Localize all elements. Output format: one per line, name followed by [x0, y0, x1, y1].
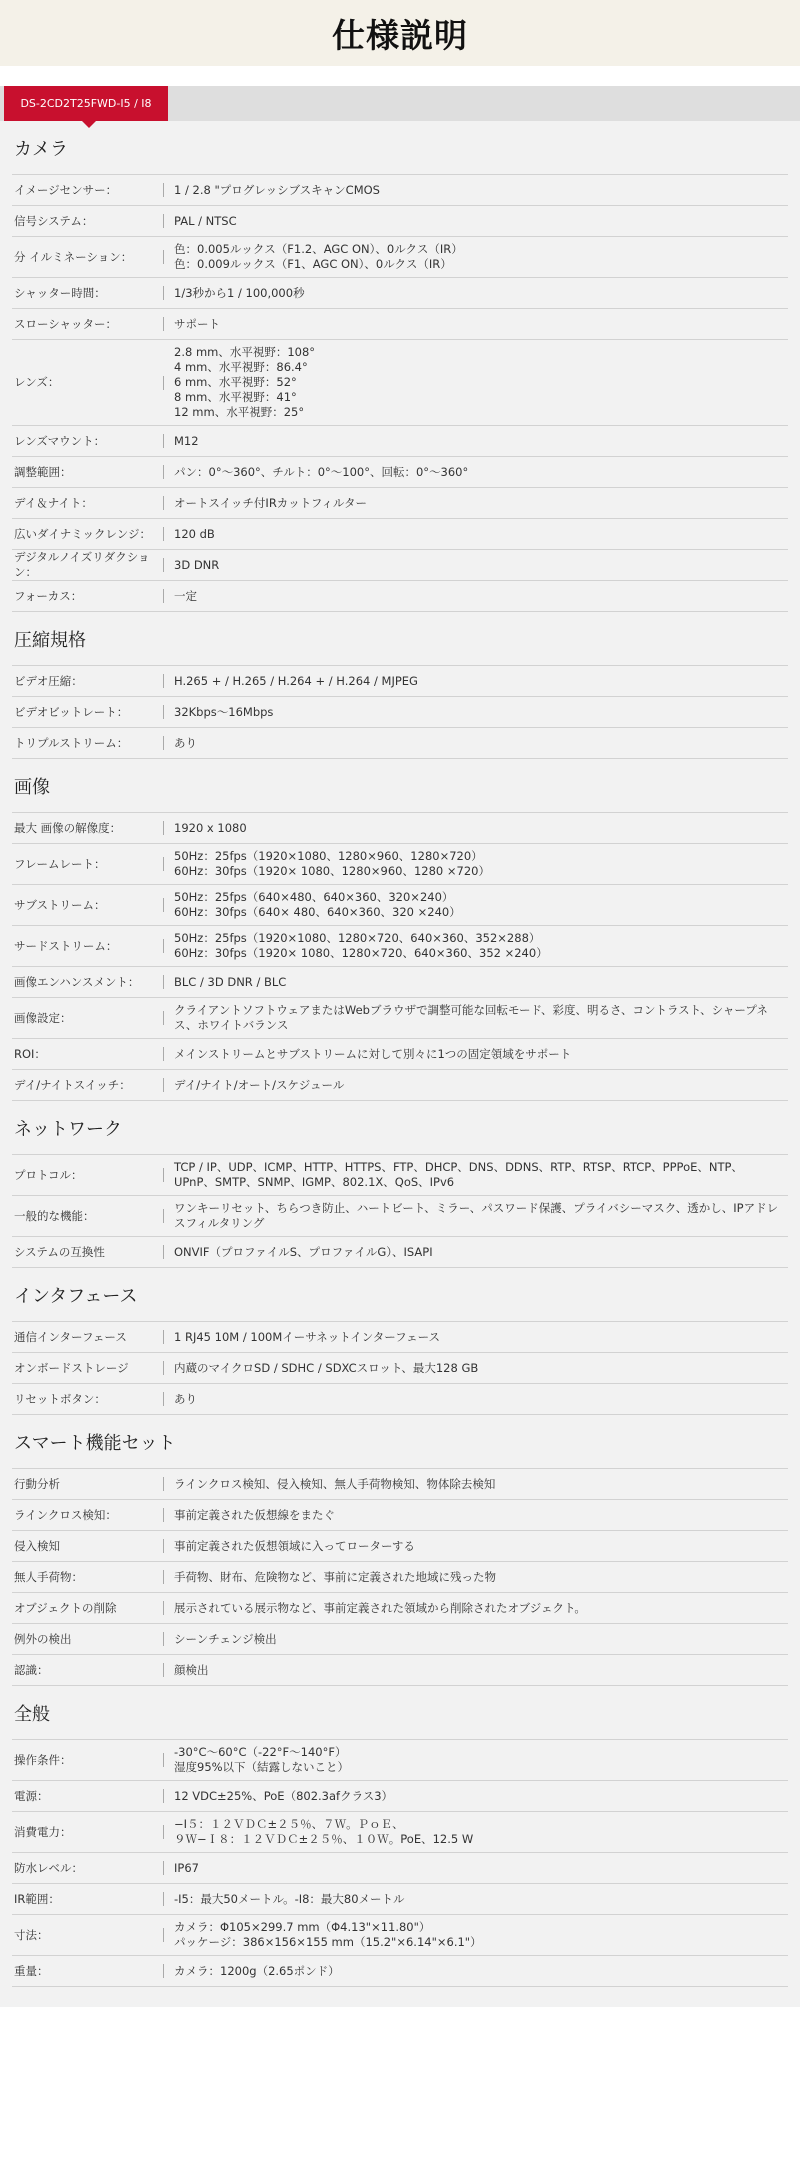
- spec-value-line: パン：0°〜360°、チルト：0°〜100°、回転：0°〜360°: [174, 464, 469, 479]
- spec-row: [12, 426, 788, 457]
- divider: [158, 967, 168, 997]
- spec-row: [12, 1469, 788, 1500]
- spec-row: [12, 1500, 788, 1531]
- spec-label: 最大 画像の解像度：: [14, 820, 122, 835]
- spec-value-line: 12 mm、水平視野：25°: [174, 405, 305, 419]
- spec-value-line: あり: [174, 735, 197, 750]
- spec-row: [12, 1531, 788, 1562]
- spec-row: [12, 1070, 788, 1101]
- spec-label: 無人手荷物：: [14, 1569, 83, 1584]
- spec-label: 侵入検知: [14, 1538, 60, 1553]
- divider: [158, 1155, 168, 1195]
- title-band: [0, 0, 800, 66]
- spec-label: フォーカス：: [14, 588, 83, 603]
- spec-value-line: 3D DNR: [174, 557, 220, 572]
- divider: [158, 1740, 168, 1780]
- divider: [158, 998, 168, 1038]
- spec-value-line: 手荷物、財布、危険物など、事前に定義された地域に残った物: [174, 1569, 496, 1584]
- spec-value: [168, 1155, 788, 1195]
- spec-label: 広いダイナミックレンジ：: [14, 526, 151, 541]
- spec-label: 防水レベル：: [14, 1860, 83, 1875]
- divider: [158, 206, 168, 236]
- spec-row: [12, 666, 788, 697]
- spec-value: [168, 1781, 788, 1811]
- spec-value-line: ワンキーリセット、ちらつき防止、ハートビート、ミラー、パスワード保護、プライバシーマスク、透かし、IPアドレスフィルタリング: [174, 1201, 779, 1230]
- spec-value-line: −I５：１２ＶＤＣ±２５％、７Ｗ。ＰｏＥ、: [174, 1817, 404, 1831]
- divider: [158, 1915, 168, 1955]
- spec-value: [168, 1500, 788, 1530]
- spec-row: [12, 1781, 788, 1812]
- divider: [158, 340, 168, 425]
- spec-row: [12, 998, 788, 1039]
- page-title: 仕様説明: [332, 15, 468, 55]
- divider: [158, 1655, 168, 1685]
- spec-row: [12, 926, 788, 967]
- spec-value: [168, 1039, 788, 1069]
- spec-row: [12, 581, 788, 612]
- spec-value-line: TCP / IP、UDP、ICMP、HTTP、HTTPS、FTP、DHCP、DNS、DDNS、RTP、RTSP、RTCP、PPPoE、NTP、UPnP、SMTP、SNMP、IGMP、802.1X、QoS、IPv6: [174, 1160, 743, 1189]
- spec-value: [168, 1655, 788, 1685]
- divider: [158, 1469, 168, 1499]
- spec-value-line: 12 VDC±25%、PoE（802.3afクラス3）: [174, 1788, 394, 1803]
- divider: [158, 1531, 168, 1561]
- spec-section: [12, 1101, 788, 1268]
- spec-label: デジタルノイズリダクション：: [14, 550, 150, 579]
- spec-value-line: クライアントソフトウェアまたはWebブラウザで調整可能な回転モード、彩度、明るさ、コントラスト、シャープネス、ホワイトバランス: [174, 1003, 768, 1032]
- spec-section: [12, 1686, 788, 1987]
- spec-value: [168, 998, 788, 1038]
- spec-label: デイ/ナイトスイッチ：: [14, 1077, 131, 1092]
- divider: [158, 1956, 168, 1986]
- divider: [158, 1196, 168, 1236]
- spec-value: [168, 1353, 788, 1383]
- spec-label: 認識：: [14, 1662, 49, 1677]
- section-title: インタフェース: [12, 1268, 788, 1322]
- spec-label: ROI：: [14, 1046, 46, 1061]
- spec-label: イメージセンサー：: [14, 182, 118, 197]
- spec-section: [12, 612, 788, 759]
- spec-value: [168, 728, 788, 758]
- divider: [158, 457, 168, 487]
- spec-value-line: 顔検出: [174, 1662, 209, 1677]
- spec-label: 電源：: [14, 1788, 49, 1803]
- spec-label: 調整範囲：: [14, 464, 72, 479]
- spec-label: サードストリーム：: [14, 938, 118, 953]
- spec-row: [12, 697, 788, 728]
- spec-row: [12, 488, 788, 519]
- spec-value-line: 1/3秒から1 / 100,000秒: [174, 285, 305, 300]
- spec-label: トリプルストリーム：: [14, 735, 129, 750]
- spec-value-line: カメラ：1200g（2.65ポンド）: [174, 1963, 340, 1978]
- spec-value: [168, 1322, 788, 1352]
- divider: [158, 1781, 168, 1811]
- divider: [158, 728, 168, 758]
- spec-value-line: 一定: [174, 588, 197, 603]
- spec-value: [168, 488, 788, 518]
- spec-label: プロトコル：: [14, 1167, 83, 1182]
- spec-value: [168, 926, 788, 966]
- spec-value: [168, 813, 788, 843]
- spec-label: シャッター時間：: [14, 285, 106, 300]
- section-title: ネットワーク: [12, 1101, 788, 1155]
- divider: [158, 844, 168, 884]
- spec-value: [168, 844, 788, 884]
- spec-label: 寸法：: [14, 1927, 49, 1942]
- divider: [158, 1884, 168, 1914]
- spec-value-line: ラインクロス検知、侵入検知、無人手荷物検知、物体除去検知: [174, 1476, 496, 1491]
- spec-label: 例外の検出: [14, 1631, 72, 1646]
- spec-value-line: 60Hz：30fps（1920× 1080、1280×960、1280 ×720）: [174, 864, 490, 878]
- spec-row: [12, 1237, 788, 1268]
- spacer: [0, 66, 800, 86]
- spec-row: [12, 1562, 788, 1593]
- spec-label: レンズ：: [14, 375, 60, 389]
- spec-row: [12, 278, 788, 309]
- spec-label: ラインクロス検知：: [14, 1507, 117, 1522]
- spec-row: [12, 550, 788, 581]
- spec-label: IR範囲：: [14, 1891, 60, 1906]
- spec-value: [168, 175, 788, 205]
- spec-row: [12, 206, 788, 237]
- spec-value-line: 事前定義された仮想線をまたぐ: [174, 1507, 335, 1522]
- spec-label: オブジェクトの削除: [14, 1600, 117, 1615]
- spec-row: [12, 1655, 788, 1686]
- spec-row: [12, 175, 788, 206]
- divider: [158, 1593, 168, 1623]
- spec-value-line: 50Hz：25fps（1920×1080、1280×960、1280×720）: [174, 849, 483, 863]
- spec-row: [12, 519, 788, 550]
- spec-label: フレームレート：: [14, 856, 106, 871]
- tab-model[interactable]: DS-2CD2T25FWD-I5 / I8: [4, 86, 168, 121]
- spec-value-line: 6 mm、水平視野：52°: [174, 375, 297, 389]
- spec-row: [12, 309, 788, 340]
- spec-row: [12, 1884, 788, 1915]
- spec-value: [168, 1070, 788, 1100]
- spec-value: [168, 581, 788, 611]
- spec-label: 通信インターフェース: [14, 1329, 127, 1344]
- spec-row: [12, 237, 788, 278]
- spec-row: [12, 1322, 788, 1353]
- spec-value: [168, 309, 788, 339]
- spec-row: [12, 457, 788, 488]
- spec-value: [168, 1196, 788, 1236]
- spec-section: [12, 759, 788, 1101]
- spec-value-line: 事前定義された仮想領域に入ってローターする: [174, 1538, 415, 1553]
- spec-value-line: PAL / NTSC: [174, 213, 237, 228]
- spec-row: [12, 340, 788, 426]
- spec-label: 画像エンハンスメント：: [14, 974, 140, 989]
- spec-label: 分 イルミネーション：: [14, 249, 133, 264]
- spec-value-line: 120 dB: [174, 526, 215, 541]
- spec-value-line: シーンチェンジ検出: [174, 1631, 277, 1646]
- divider: [158, 926, 168, 966]
- divider: [158, 813, 168, 843]
- spec-value-line: 湿度95%以下（結露しないこと）: [174, 1760, 350, 1774]
- spec-value-line: -30°C〜60°C（-22°F〜140°F）: [174, 1745, 347, 1759]
- divider: [158, 278, 168, 308]
- section-title: 全般: [12, 1686, 788, 1740]
- divider: [158, 1624, 168, 1654]
- spec-row: [12, 1384, 788, 1415]
- spec-row: [12, 844, 788, 885]
- spec-label: システムの互換性: [14, 1244, 105, 1259]
- spec-row: [12, 967, 788, 998]
- spec-value: [168, 457, 788, 487]
- divider: [158, 666, 168, 696]
- spec-value: [168, 1531, 788, 1561]
- divider: [158, 1039, 168, 1069]
- spec-row: [12, 1353, 788, 1384]
- spec-value-line: サポート: [174, 316, 220, 331]
- spec-label: ビデオ圧縮：: [14, 673, 83, 688]
- spec-value: [168, 666, 788, 696]
- spec-value-line: H.265 + / H.265 / H.264 + / H.264 / MJPEG: [174, 673, 418, 688]
- spec-label: リセットボタン：: [14, 1391, 106, 1406]
- spec-value: [168, 1740, 788, 1780]
- spec-value: [168, 206, 788, 236]
- spec-row: [12, 1196, 788, 1237]
- divider: [158, 488, 168, 518]
- spec-label: 操作条件：: [14, 1752, 72, 1767]
- spec-label: ビデオビットレート：: [14, 704, 129, 719]
- spec-value: [168, 1812, 788, 1852]
- spec-section: [12, 121, 788, 612]
- divider: [158, 1237, 168, 1267]
- spec-value: [168, 1237, 788, 1267]
- spec-value: [168, 340, 788, 425]
- spec-panel: [0, 86, 800, 2007]
- spec-row: [12, 1812, 788, 1853]
- section-title: カメラ: [12, 121, 788, 175]
- spec-label: 信号システム：: [14, 213, 94, 228]
- spec-value-line: 2.8 mm、水平視野：108°: [174, 345, 316, 359]
- spec-value: [168, 697, 788, 727]
- spec-value-line: 4 mm、水平視野：86.4°: [174, 360, 308, 374]
- section-title: 圧縮規格: [12, 612, 788, 666]
- spec-label: サブストリーム：: [14, 897, 106, 912]
- divider: [158, 237, 168, 277]
- spec-value-line: 色：0.005ルックス（F1.2、AGC ON）、0ルクス（IR）: [174, 242, 463, 256]
- spec-label: 画像設定：: [14, 1010, 72, 1025]
- spec-value-line: M12: [174, 433, 199, 448]
- divider: [158, 426, 168, 456]
- spec-row: [12, 1593, 788, 1624]
- spec-section: [12, 1415, 788, 1686]
- spec-value-line: IP67: [174, 1860, 199, 1875]
- spec-value-line: -I5：最大50メートル。-I8：最大80メートル: [174, 1891, 405, 1906]
- spec-value-line: BLC / 3D DNR / BLC: [174, 974, 287, 989]
- spec-value: [168, 426, 788, 456]
- spec-label: オンボードストレージ: [14, 1360, 129, 1375]
- divider: [158, 550, 168, 580]
- divider: [158, 1384, 168, 1414]
- spec-row: [12, 1853, 788, 1884]
- spec-row: [12, 813, 788, 844]
- spec-value: [168, 967, 788, 997]
- spec-value: [168, 1624, 788, 1654]
- spec-value: [168, 885, 788, 925]
- spec-value-line: 50Hz：25fps（640×480、640×360、320×240）: [174, 890, 454, 904]
- divider: [158, 309, 168, 339]
- spec-content: [0, 121, 800, 1987]
- divider: [158, 1322, 168, 1352]
- spec-label: レンズマウント：: [14, 433, 106, 448]
- spec-value-line: ９Ｗ−Ｉ８：１２ＶＤＣ±２５％、１０Ｗ。PoE、12.5 W: [174, 1832, 474, 1846]
- spec-row: [12, 1624, 788, 1655]
- spec-value-line: 内蔵のマイクロSD / SDHC / SDXCスロット、最大128 GB: [174, 1360, 479, 1375]
- spec-value-line: デイ/ナイト/オート/スケジュール: [174, 1077, 345, 1092]
- divider: [158, 519, 168, 549]
- spec-value-line: 60Hz：30fps（640× 480、640×360、320 ×240）: [174, 905, 461, 919]
- spec-value-line: パッケージ：386×156×155 mm（15.2"×6.14"×6.1"）: [174, 1935, 482, 1949]
- spec-row: [12, 1915, 788, 1956]
- section-title: 画像: [12, 759, 788, 813]
- spec-label: 行動分析: [14, 1476, 60, 1491]
- spec-label: 重量：: [14, 1963, 49, 1978]
- spec-value-line: オートスイッチ付IRカットフィルター: [174, 495, 367, 510]
- spec-value: [168, 1884, 788, 1914]
- spec-section: [12, 1268, 788, 1415]
- divider: [158, 1812, 168, 1852]
- spec-value: [168, 1956, 788, 1986]
- spec-value: [168, 1469, 788, 1499]
- spec-value-line: 50Hz：25fps（1920×1080、1280×720、640×360、352×288）: [174, 931, 541, 945]
- spec-label: スローシャッター：: [14, 316, 118, 331]
- spec-label: 一般的な機能：: [14, 1208, 95, 1223]
- divider: [158, 1353, 168, 1383]
- divider: [158, 581, 168, 611]
- spec-value-line: カメラ：Φ105×299.7 mm（Φ4.13"×11.80"）: [174, 1920, 431, 1934]
- spec-value: [168, 278, 788, 308]
- spec-row: [12, 1956, 788, 1987]
- section-title: スマート機能セット: [12, 1415, 788, 1469]
- tab-bar: [0, 86, 800, 121]
- spec-value: [168, 1384, 788, 1414]
- spec-value-line: あり: [174, 1391, 197, 1406]
- spec-value: [168, 519, 788, 549]
- spec-value-line: 1 / 2.8 "プログレッシブスキャンCMOS: [174, 182, 380, 197]
- spec-value: [168, 1562, 788, 1592]
- spec-row: [12, 885, 788, 926]
- spec-value: [168, 550, 788, 580]
- spec-label: デイ＆ナイト：: [14, 495, 93, 510]
- spec-row: [12, 1155, 788, 1196]
- spec-value-line: メインストリームとサブストリームに対して別々に1つの固定領域をサポート: [174, 1046, 572, 1061]
- spec-value-line: 32Kbps〜16Mbps: [174, 704, 274, 719]
- spec-row: [12, 728, 788, 759]
- divider: [158, 1562, 168, 1592]
- divider: [158, 1853, 168, 1883]
- spec-label: 消費電力：: [14, 1824, 72, 1839]
- spec-value-line: 1920 x 1080: [174, 820, 247, 835]
- spec-row: [12, 1039, 788, 1070]
- spec-value-line: 8 mm、水平視野：41°: [174, 390, 297, 404]
- divider: [158, 1070, 168, 1100]
- divider: [158, 697, 168, 727]
- spec-value: [168, 237, 788, 277]
- spec-value-line: 色：0.009ルックス（F1、AGC ON）、0ルクス（IR）: [174, 257, 452, 271]
- spec-value: [168, 1915, 788, 1955]
- divider: [158, 1500, 168, 1530]
- spec-value-line: 1 RJ45 10M / 100Mイーサネットインターフェース: [174, 1329, 441, 1344]
- spec-row: [12, 1740, 788, 1781]
- spec-value: [168, 1593, 788, 1623]
- divider: [158, 175, 168, 205]
- spec-value-line: 60Hz：30fps（1920× 1080、1280×720、640×360、352 ×240）: [174, 946, 548, 960]
- spec-value: [168, 1853, 788, 1883]
- spec-value-line: 展示されている展示物など、事前定義された領域から削除されたオブジェクト。: [174, 1600, 586, 1615]
- spec-value-line: ONVIF（プロファイルS、プロファイルG）、ISAPI: [174, 1244, 433, 1259]
- divider: [158, 885, 168, 925]
